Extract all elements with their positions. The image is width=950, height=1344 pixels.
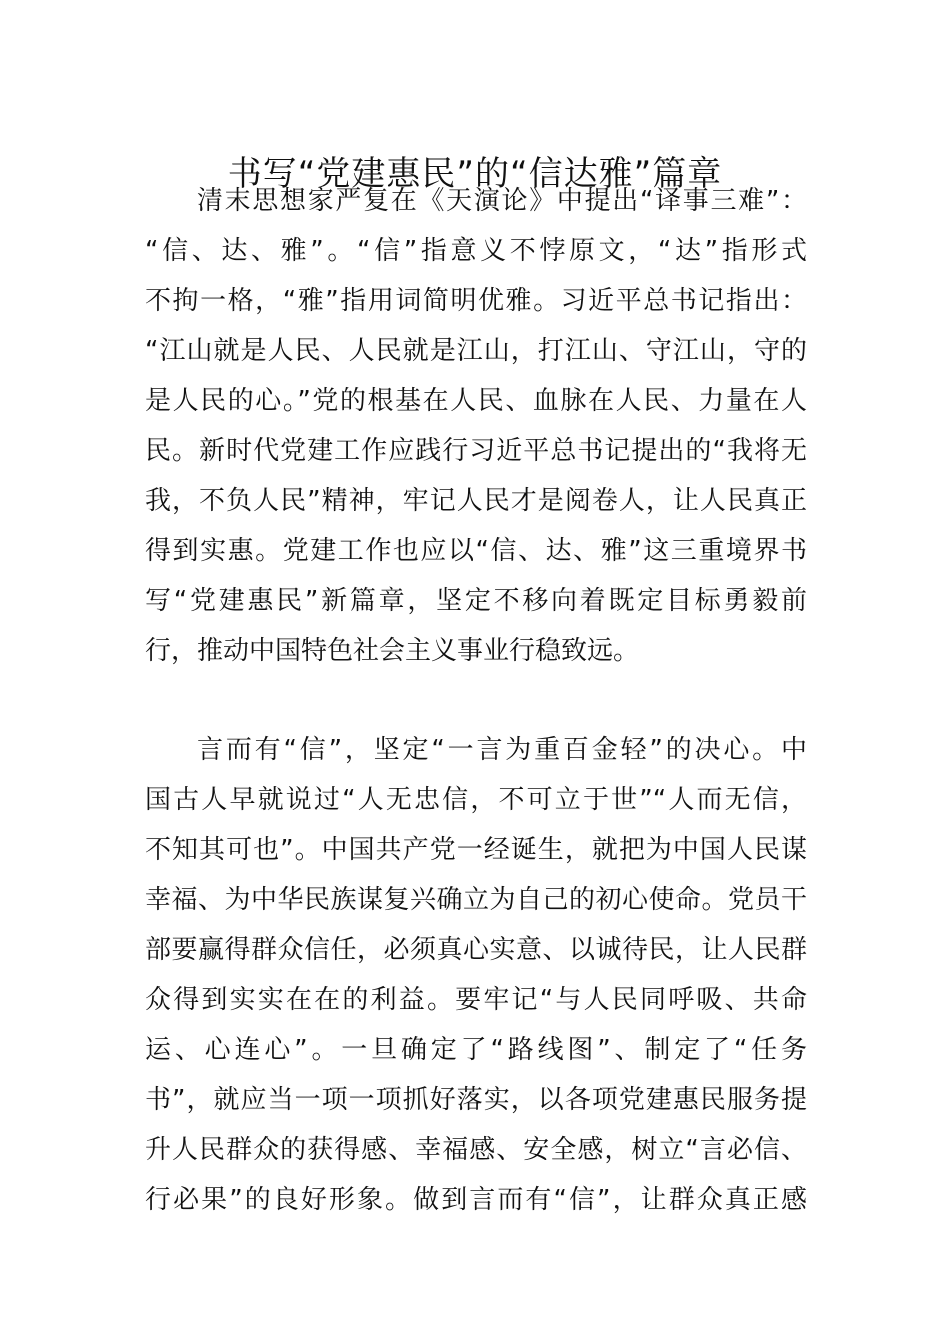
paragraph-line: 我，不负人民”精神，牢记人民才是阅卷人，让人民真正 [145,486,807,516]
paragraph-line: 行，推动中国特色社会主义事业行稳致远。 [145,636,640,666]
paragraph-line: 言而有“信”，坚定“一言为重百金轻”的决心。中 [197,735,807,765]
paragraph-xin [145,725,807,1225]
document-title: 书写“党建惠民”的“信达雅”篇章 [227,153,723,194]
paragraph-line: 行必果”的良好形象。做到言而有“信”，让群众真正感 [145,1185,807,1215]
paragraph-line: 不拘一格，“雅”指用词简明优雅。习近平总书记指出： [145,286,807,316]
paragraph-line: 得到实惠。党建工作也应以“信、达、雅”这三重境界书 [145,536,807,566]
paragraph-line: 是人民的心。”党的根基在人民、血脉在人民、力量在人 [145,386,807,416]
paragraph-line: 升人民群众的获得感、幸福感、安全感，树立“言必信、 [145,1135,807,1165]
paragraph-line: 众得到实实在在的利益。要牢记“与人民同呼吸、共命 [145,985,807,1015]
paragraph-line: 不知其可也”。中国共产党一经诞生，就把为中国人民谋 [145,835,807,865]
paragraph-intro [145,176,807,676]
paragraph-line: 清末思想家严复在《天演论》中提出“译事三难”： [197,186,807,216]
paragraph-line: 运、心连心”。一旦确定了“路线图”、制定了“任务 [145,1035,807,1065]
paragraph-line: 写“党建惠民”新篇章，坚定不移向着既定目标勇毅前 [145,586,807,616]
paragraph-line: 书”，就应当一项一项抓好落实，以各项党建惠民服务提 [145,1085,807,1115]
paragraph-line: “信、达、雅”。“信”指意义不悖原文，“达”指形式 [145,236,807,266]
paragraph-line: 民。新时代党建工作应践行习近平总书记提出的“我将无 [145,436,807,466]
paragraph-line: 国古人早就说过“人无忠信，不可立于世”“人而无信， [145,785,807,815]
paragraph-line: 部要赢得群众信任，必须真心实意、以诚待民，让人民群 [145,935,807,965]
paragraph-line: 幸福、为中华民族谋复兴确立为自己的初心使命。党员干 [145,885,807,915]
paragraph-line: “江山就是人民、人民就是江山，打江山、守江山，守的 [145,336,807,366]
